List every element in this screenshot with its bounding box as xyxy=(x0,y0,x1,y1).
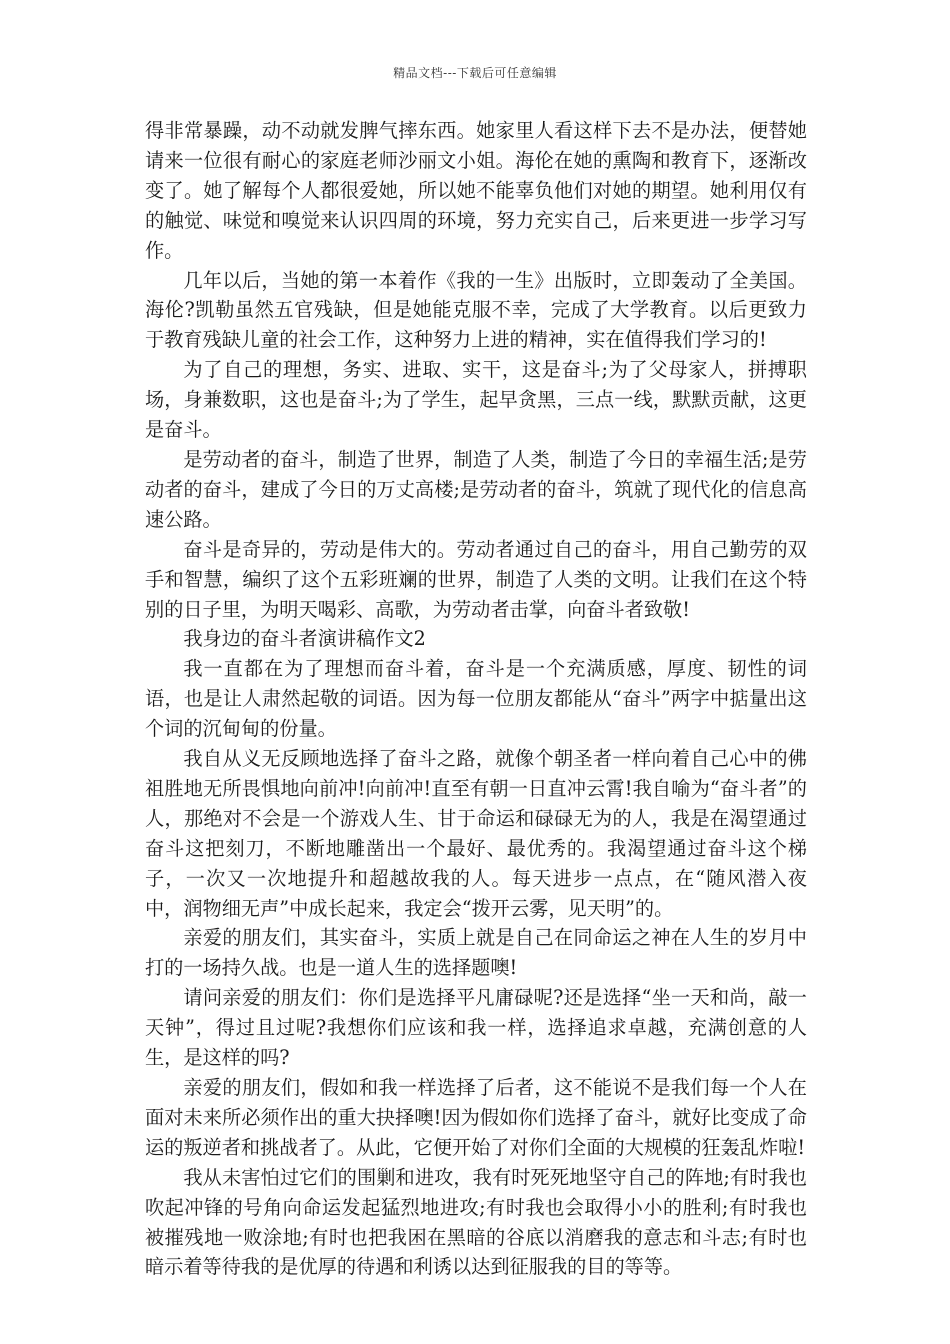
paragraph-9: 请问亲爱的朋友们：你们是选择平凡庸碌呢?还是选择“坐一天和尚，敲一天钟”，得过且过呢?我想你们应该和我一样，选择追求卓越，充满创意的人生，是这样的吗? xyxy=(145,986,807,1070)
paragraph-2: 几年以后，当她的第一本着作《我的一生》出版时，立即轰动了全美国。海伦?凯勒虽然五官残缺，但是她能克服不幸，完成了大学教育。以后更致力于教育残缺儿童的社会工作，这种努力上进的精神，实在值得我们学习的! xyxy=(145,268,807,352)
paragraph-5: 奋斗是奇异的，劳动是伟大的。劳动者通过自己的奋斗，用自己勤劳的双手和智慧，编织了这个五彩班斓的世界，制造了人类的文明。让我们在这个特别的日子里，为明天喝彩、高歌，为劳动者击掌，向奋斗者致敬! xyxy=(145,537,807,621)
paragraph-7: 我自从义无反顾地选择了奋斗之路，就像个朝圣者一样向着自己心中的佛祖胜地无所畏惧地向前冲!向前冲!直至有朝一日直冲云霄!我自喻为“奋斗者”的人，那绝对不会是一个游戏人生、甘于命运和碌碌无为的人，我是在渴望通过奋斗这把刻刀，不断地雕凿出一个最好、最优秀的。我渴望通过奋斗这个梯子，一次又一次地提升和超越故我的人。每天进步一点点，在“随风潜入夜中，润物细无声”中成长起来，我定会“拨开云雾，见天明”的。 xyxy=(145,747,807,920)
paragraph-4: 是劳动者的奋斗，制造了世界，制造了人类，制造了今日的幸福生活;是劳动者的奋斗，建成了今日的万丈高楼;是劳动者的奋斗，筑就了现代化的信息高速公路。 xyxy=(145,447,807,531)
paragraph-10: 亲爱的朋友们，假如和我一样选择了后者，这不能说不是我们每一个人在面对未来所必须作出的重大抉择噢!因为假如你们选择了奋斗，就好比变成了命运的叛逆者和挑战者了。从此，它便开始了对你们全面的大规模的狂轰乱炸啦! xyxy=(145,1076,807,1159)
document-body xyxy=(145,116,807,1282)
paragraph-11: 我从未害怕过它们的围剿和进攻，我有时死死地坚守自己的阵地;有时我也吹起冲锋的号角向命运发起猛烈地进攻;有时我也会取得小小的胜利;有时我也被摧残地一败涂地;有时也把我困在黑暗的谷底以消磨我的意志和斗志;有时也暗示着等待我的是优厚的待遇和利诱以达到征服我的目的等等。 xyxy=(145,1165,807,1279)
paragraph-8: 亲爱的朋友们，其实奋斗，实质上就是自己在同命运之神在人生的岁月中打的一场持久战。也是一道人生的选择题噢! xyxy=(145,926,807,980)
paragraph-1: 得非常暴躁，动不动就发脾气摔东西。她家里人看这样下去不是办法，便替她请来一位很有耐心的家庭老师沙丽文小姐。海伦在她的熏陶和教育下，逐渐改变了。她了解每个人都很爱她，所以她不能辜负他们对她的期望。她利用仅有的触觉、味觉和嗅觉来认识四周的环境，努力充实自己，后来更进一步学习写作。 xyxy=(145,119,807,262)
paragraph-6: 我一直都在为了理想而奋斗着，奋斗是一个充满质感，厚度、韧性的词语，也是让人肃然起敬的词语。因为每一位朋友都能从“奋斗”两字中掂量出这个词的沉甸甸的份量。 xyxy=(145,657,807,741)
page-header: 精品文档---下载后可任意编辑 xyxy=(393,66,557,80)
section-heading: 我身边的奋斗者演讲稿作文2 xyxy=(183,627,426,651)
paragraph-3: 为了自己的理想，务实、进取、实干，这是奋斗;为了父母家人，拼搏职场，身兼数职，这也是奋斗;为了学生，起早贪黑，三点一线，默默贡献，这更是奋斗。 xyxy=(145,358,807,442)
